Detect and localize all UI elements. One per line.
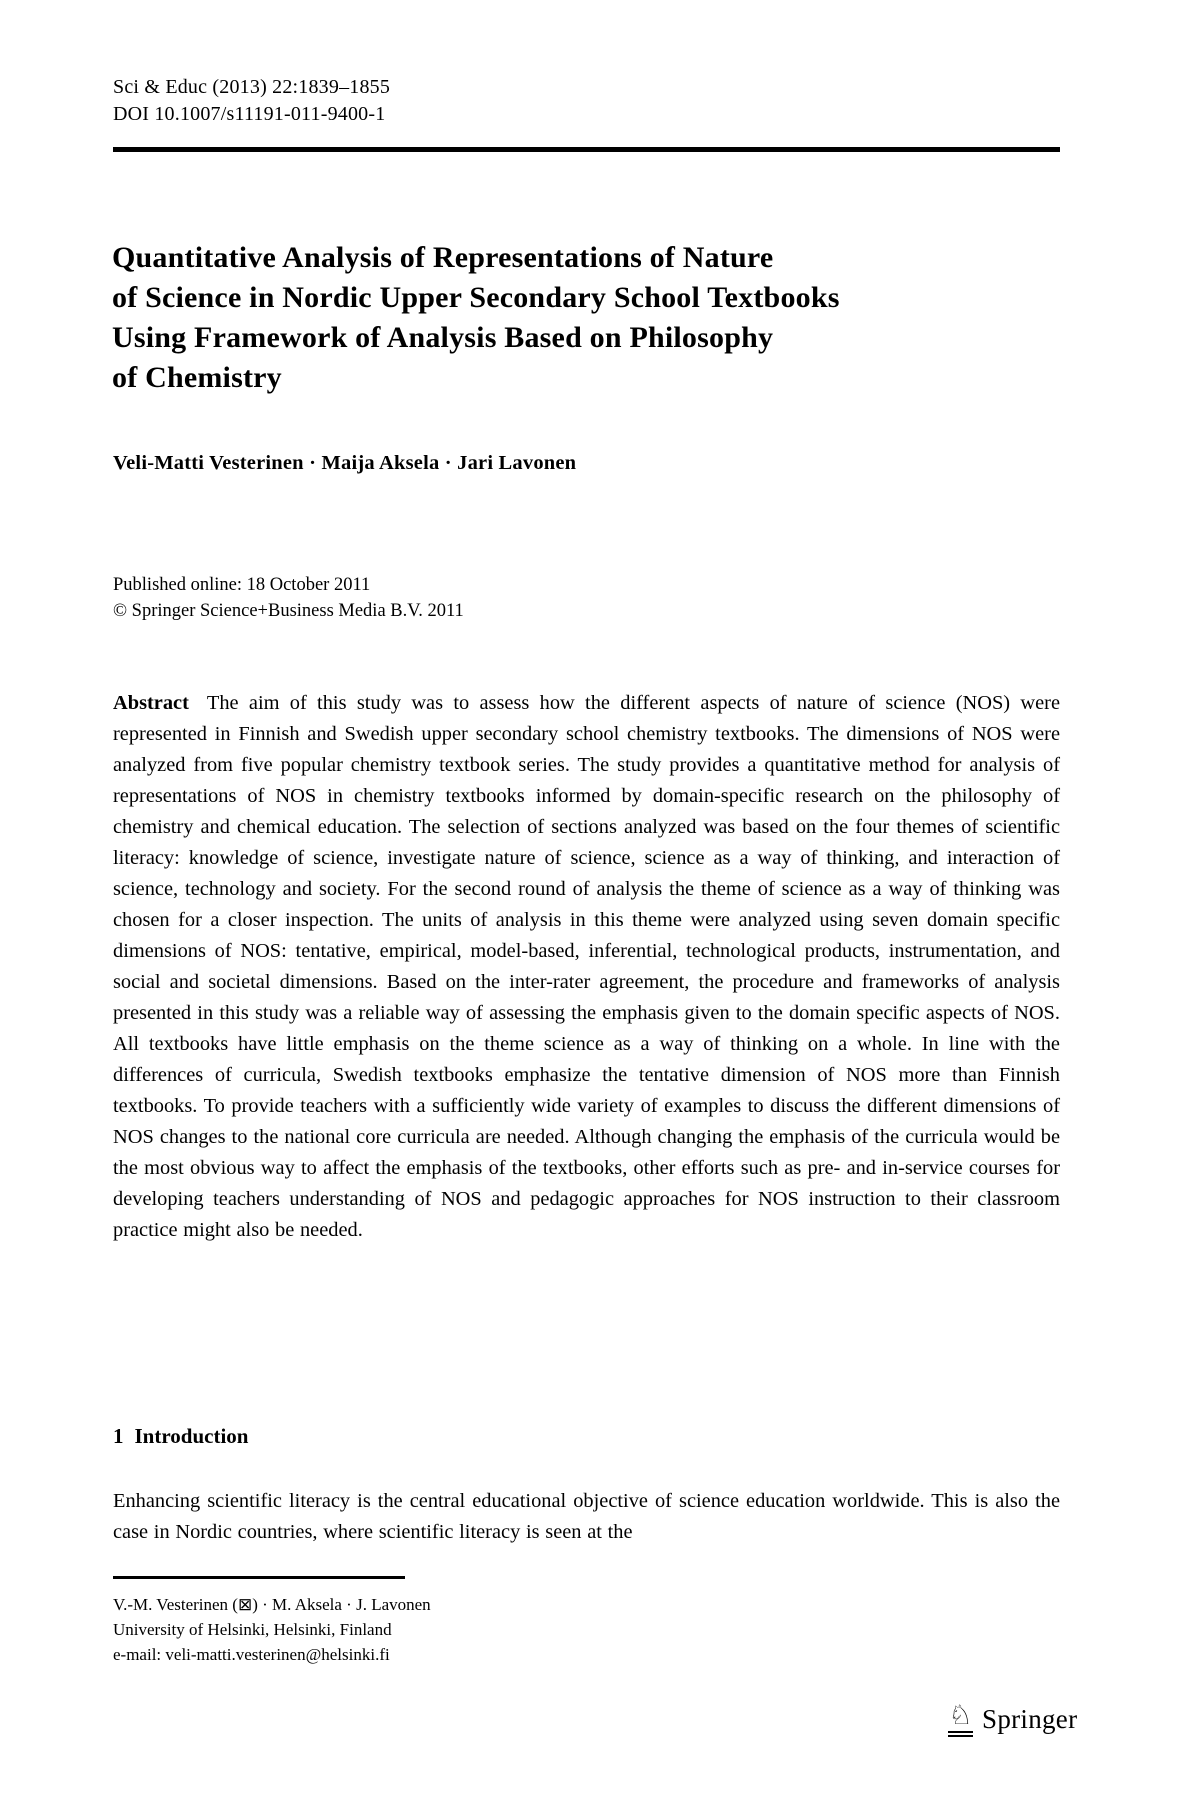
email-line: e-mail: veli-matti.vesterinen@helsinki.fi	[113, 1645, 390, 1664]
header-divider-rule	[113, 147, 1060, 152]
doi-line: DOI 10.1007/s11191-011-9400-1	[113, 103, 386, 125]
footnote-divider-rule	[113, 1576, 405, 1579]
footnote-text	[113, 1592, 1060, 1667]
correspondence-authors-line: V.-M. Vesterinen (⊠) · M. Aksela · J. Lavonen	[113, 1595, 431, 1614]
section-title: Introduction	[134, 1424, 249, 1448]
publisher-name: Springer	[982, 1704, 1078, 1734]
publication-info	[113, 572, 464, 624]
section-number: 1	[113, 1424, 124, 1448]
title-line-3: Using Framework of Analysis Based on Philosophy	[112, 321, 774, 354]
title-line-1: Quantitative Analysis of Representations of Nature	[112, 241, 774, 274]
published-online-date: Published online: 18 October 2011	[113, 575, 371, 595]
journal-header	[113, 74, 390, 128]
affiliation-line: University of Helsinki, Helsinki, Finland	[113, 1620, 392, 1639]
copyright-line: © Springer Science+Business Media B.V. 2011	[113, 601, 464, 621]
introduction-paragraph: Enhancing scientific literacy is the central educational objective of science education worldwide. This is also the case in Nordic countries, where scientific literacy is seen at the	[113, 1490, 1060, 1543]
title-line-2: of Science in Nordic Upper Secondary School Textbooks	[112, 281, 840, 314]
article-title	[112, 238, 1077, 398]
abstract-paragraph	[113, 688, 1060, 1246]
title-line-4: of Chemistry	[112, 361, 282, 394]
correspondence-footnote	[113, 1576, 1060, 1667]
journal-reference: Sci & Educ (2013) 22:1839–1855	[113, 76, 391, 98]
springer-knight-icon: ♘	[948, 1702, 973, 1737]
abstract-label: Abstract	[113, 692, 189, 714]
authors-line: Veli-Matti Vesterinen · Maija Aksela · Jari Lavonen	[113, 452, 577, 474]
section-heading-introduction	[113, 1424, 248, 1449]
springer-logo	[948, 1702, 1077, 1737]
abstract-text: The aim of this study was to assess how the different aspects of nature of science (NOS) were represented in Finnish and Swedish upper secondary school chemistry textbooks. The dimensions of NOS were analyzed from five popular chemistry textbook series. The study provides a quantitative method for analysis of representations of NOS in chemistry textbooks informed by domain-specific research on the philosophy of chemistry and chemical education. The selection of sections analyzed was based on the four themes of scientific literacy: knowledge of science, investigate nature of science, science as a way of thinking, and interaction of science, technology and society. For the second round of analysis the theme of science as a way of thinking was chosen for a closer inspection. The units of analysis in this theme were analyzed using seven domain specific dimensions of NOS: tentative, empirical, model-based, inferential, technological products, instrumentation, and social and societal dimensions. Based on the inter-rater agreement, the procedure and frameworks of analysis presented in this study was a reliable way of assessing the emphasis given to the domain specific aspects of NOS. All textbooks have little emphasis on the theme science as a way of thinking on a whole. In line with the differences of curricula, Swedish textbooks emphasize the tentative dimension of NOS more than Finnish textbooks. To provide teachers with a sufficiently wide variety of examples to discuss the different dimensions of NOS changes to the national core curricula are needed. Although changing the emphasis of the curricula would be the most obvious way to affect the emphasis of the textbooks, other efforts such as pre- and in-service courses for developing teachers understanding of NOS and pedagogic approaches for NOS instruction to their classroom practice might also be needed.	[113, 692, 1060, 1241]
